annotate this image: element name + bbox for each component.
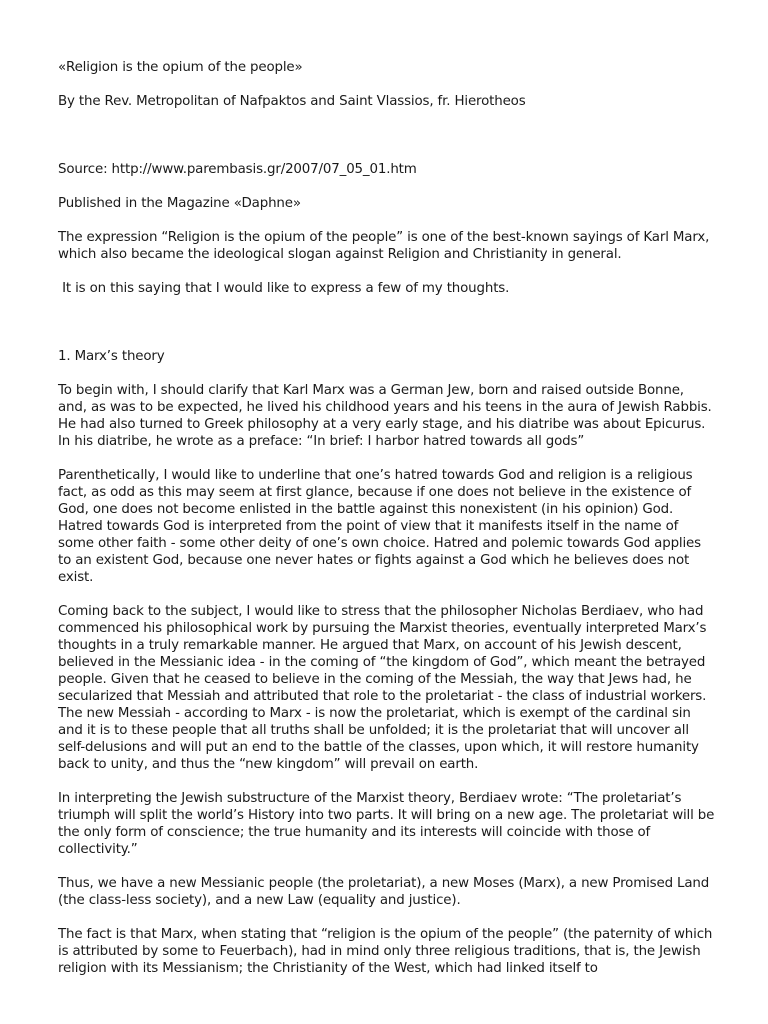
document-body xyxy=(58,59,716,994)
body-paragraph: Parenthetically, I would like to underline that one’s hatred towards God and religion is a religious fact, as odd as this may seem at first glance, because if one does not believe in the existence of God, one does not become enlisted in the battle against this nonexistent (in his opinion) God. Hatred towards God is interpreted from the point of view that it manifests itself in the name of some other faith - some other deity of one’s own choice. Hatred and polemic towards God applies to an existent God, because one never hates or fights against a God which he believes does not exist. xyxy=(58,468,701,585)
body-paragraph: Thus, we have a new Messianic people (the proletariat), a new Moses (Marx), a new Promised Land (the class-less society), and a new Law (equality and justice). xyxy=(58,876,710,908)
body-paragraph: In interpreting the Jewish substructure of the Marxist theory, Berdiaev wrote: “The proletariat’s triumph will split the world’s History into two parts. It will bring on a new age. The proletariat will be the only form of conscience; the true humanity and its interests will coincide with those of collectivity.” xyxy=(58,791,715,857)
published-line: Published in the Magazine «Daphne» xyxy=(58,196,301,211)
express-paragraph: It is on this saying that I would like to express a few of my thoughts. xyxy=(58,281,510,296)
document-author: By the Rev. Metropolitan of Nafpaktos and Saint Vlassios, fr. Hierotheos xyxy=(58,94,526,109)
body-paragraph: Coming back to the subject, I would like to stress that the philosopher Nicholas Berdiaev, who had commenced his philosophical work by pursuing the Marxist theories, eventually interpreted Marx’s thoughts in a truly remarkable manner. He argued that Marx, on account of his Jewish descent, believed in the Messianic idea - in the coming of “the kingdom of God”, which meant the betrayed people. Given that he ceased to believe in the coming of the Messiah, the way that Jews had, he secularized that Messiah and attributed that role to the proletariat - the class of industrial workers. The new Messiah - according to Marx - is now the proletariat, which is exempt of the cardinal sin and it is to these people that all truths shall be unfolded; it is the proletariat that will uncover all self-delusions and will put an end to the battle of the classes, upon which, it will restore humanity back to unity, and thus the “new kingdom” will prevail on earth. xyxy=(58,604,707,772)
section-heading: 1. Marx’s theory xyxy=(58,349,165,364)
body-paragraph: The fact is that Marx, when stating that “religion is the opium of the people” (the paternity of which is attributed by some to Feuerbach), had in mind only three religious traditions, that is, the Jewish religion with its Messianism; the Christianity of the West, which had linked itself to xyxy=(58,927,713,976)
intro-paragraph: The expression “Religion is the opium of the people” is one of the best-known sayings of Karl Marx, which also became the ideological slogan against Religion and Christianity in general. xyxy=(58,230,710,262)
document-title: «Religion is the opium of the people» xyxy=(58,60,303,75)
body-paragraph: To begin with, I should clarify that Karl Marx was a German Jew, born and raised outside Bonne, and, as was to be expected, he lived his childhood years and his teens in the aura of Jewish Rabbis. He had also turned to Greek philosophy at a very early stage, and his diatribe was about Epicurus. In his diatribe, he wrote as a preface: “In brief: I harbor hatred towards all gods” xyxy=(58,383,712,449)
source-line: Source: http://www.parembasis.gr/2007/07_05_01.htm xyxy=(58,162,417,177)
